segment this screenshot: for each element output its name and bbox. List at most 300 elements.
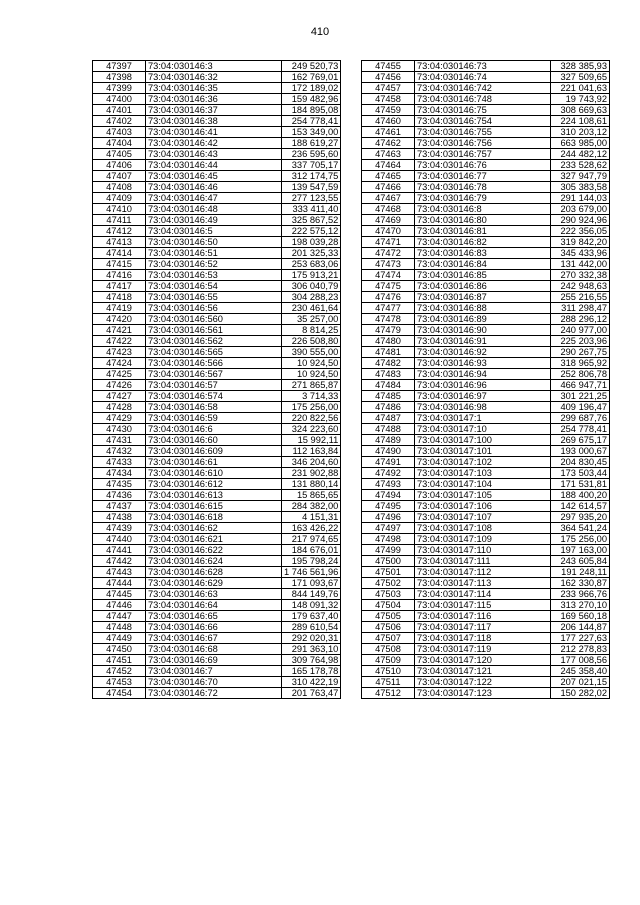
value-cell: 844 149,76 bbox=[282, 589, 341, 600]
value-cell: 305 383,58 bbox=[551, 182, 610, 193]
row-number-cell: 47448 bbox=[93, 622, 146, 633]
cadastral-number-cell: 73:04:030146:574 bbox=[146, 391, 282, 402]
cadastral-number-cell: 73:04:030146:74 bbox=[415, 72, 551, 83]
table-row bbox=[93, 347, 341, 358]
cadastral-number-cell: 73:04:030146:562 bbox=[146, 336, 282, 347]
row-number-cell: 47499 bbox=[362, 545, 415, 556]
row-number-cell: 47470 bbox=[362, 226, 415, 237]
table-row bbox=[93, 655, 341, 666]
table-row bbox=[93, 182, 341, 193]
row-number-cell: 47415 bbox=[93, 259, 146, 270]
cadastral-number-cell: 73:04:030146:757 bbox=[415, 149, 551, 160]
row-number-cell: 47434 bbox=[93, 468, 146, 479]
table-row bbox=[93, 512, 341, 523]
row-number-cell: 47504 bbox=[362, 600, 415, 611]
cadastral-number-cell: 73:04:030146:610 bbox=[146, 468, 282, 479]
table-row bbox=[362, 336, 610, 347]
row-number-cell: 47463 bbox=[362, 149, 415, 160]
value-cell: 284 382,00 bbox=[282, 501, 341, 512]
cadastral-number-cell: 73:04:030146:62 bbox=[146, 523, 282, 534]
cadastral-number-cell: 73:04:030147:111 bbox=[415, 556, 551, 567]
value-cell: 236 595,60 bbox=[282, 149, 341, 160]
table-row bbox=[362, 589, 610, 600]
cadastral-number-cell: 73:04:030147:101 bbox=[415, 446, 551, 457]
cadastral-number-cell: 73:04:030146:96 bbox=[415, 380, 551, 391]
cadastral-number-cell: 73:04:030146:81 bbox=[415, 226, 551, 237]
table-row bbox=[362, 347, 610, 358]
table-row bbox=[362, 435, 610, 446]
cadastral-number-cell: 73:04:030146:45 bbox=[146, 171, 282, 182]
table-row bbox=[93, 369, 341, 380]
row-number-cell: 47502 bbox=[362, 578, 415, 589]
table-row bbox=[362, 215, 610, 226]
cadastral-number-cell: 73:04:030146:560 bbox=[146, 314, 282, 325]
value-cell: 240 977,00 bbox=[551, 325, 610, 336]
row-number-cell: 47479 bbox=[362, 325, 415, 336]
row-number-cell: 47442 bbox=[93, 556, 146, 567]
row-number-cell: 47424 bbox=[93, 358, 146, 369]
cadastral-number-cell: 73:04:030146:38 bbox=[146, 116, 282, 127]
cadastral-number-cell: 73:04:030147:105 bbox=[415, 490, 551, 501]
value-cell: 148 091,32 bbox=[282, 600, 341, 611]
row-number-cell: 47487 bbox=[362, 413, 415, 424]
row-number-cell: 47500 bbox=[362, 556, 415, 567]
table-row bbox=[362, 116, 610, 127]
value-cell: 327 509,65 bbox=[551, 72, 610, 83]
table-row bbox=[362, 127, 610, 138]
right-table bbox=[361, 60, 610, 699]
row-number-cell: 47483 bbox=[362, 369, 415, 380]
table-row bbox=[93, 314, 341, 325]
value-cell: 188 619,27 bbox=[282, 138, 341, 149]
row-number-cell: 47476 bbox=[362, 292, 415, 303]
row-number-cell: 47469 bbox=[362, 215, 415, 226]
table-row bbox=[362, 171, 610, 182]
value-cell: 663 985,00 bbox=[551, 138, 610, 149]
value-cell: 15 865,65 bbox=[282, 490, 341, 501]
value-cell: 308 669,63 bbox=[551, 105, 610, 116]
table-row bbox=[362, 149, 610, 160]
value-cell: 297 935,20 bbox=[551, 512, 610, 523]
cadastral-number-cell: 73:04:030146:61 bbox=[146, 457, 282, 468]
cadastral-number-cell: 73:04:030147:100 bbox=[415, 435, 551, 446]
cadastral-number-cell: 73:04:030146:44 bbox=[146, 160, 282, 171]
row-number-cell: 47494 bbox=[362, 490, 415, 501]
table-row bbox=[362, 578, 610, 589]
table-row bbox=[362, 545, 610, 556]
cadastral-number-cell: 73:04:030146:46 bbox=[146, 182, 282, 193]
value-cell: 271 865,87 bbox=[282, 380, 341, 391]
table-row bbox=[362, 523, 610, 534]
value-cell: 304 288,23 bbox=[282, 292, 341, 303]
row-number-cell: 47511 bbox=[362, 677, 415, 688]
cadastral-number-cell: 73:04:030147:1 bbox=[415, 413, 551, 424]
cadastral-number-cell: 73:04:030146:66 bbox=[146, 622, 282, 633]
row-number-cell: 47397 bbox=[93, 61, 146, 72]
row-number-cell: 47492 bbox=[362, 468, 415, 479]
table-row bbox=[362, 226, 610, 237]
row-number-cell: 47407 bbox=[93, 171, 146, 182]
value-cell: 175 913,21 bbox=[282, 270, 341, 281]
value-cell: 233 528,62 bbox=[551, 160, 610, 171]
left-table bbox=[92, 60, 341, 699]
cadastral-number-cell: 73:04:030147:122 bbox=[415, 677, 551, 688]
row-number-cell: 47420 bbox=[93, 314, 146, 325]
cadastral-number-cell: 73:04:030147:123 bbox=[415, 688, 551, 699]
table-row bbox=[93, 292, 341, 303]
row-number-cell: 47453 bbox=[93, 677, 146, 688]
value-cell: 188 400,20 bbox=[551, 490, 610, 501]
table-row bbox=[93, 600, 341, 611]
cadastral-number-cell: 73:04:030146:8 bbox=[415, 204, 551, 215]
row-number-cell: 47508 bbox=[362, 644, 415, 655]
cadastral-number-cell: 73:04:030146:98 bbox=[415, 402, 551, 413]
value-cell: 291 363,10 bbox=[282, 644, 341, 655]
cadastral-number-cell: 73:04:030146:42 bbox=[146, 138, 282, 149]
value-cell: 131 880,14 bbox=[282, 479, 341, 490]
value-cell: 292 020,31 bbox=[282, 633, 341, 644]
cadastral-number-cell: 73:04:030146:754 bbox=[415, 116, 551, 127]
value-cell: 172 189,02 bbox=[282, 83, 341, 94]
row-number-cell: 47445 bbox=[93, 589, 146, 600]
cadastral-number-cell: 73:04:030146:67 bbox=[146, 633, 282, 644]
cadastral-number-cell: 73:04:030147:118 bbox=[415, 633, 551, 644]
cadastral-number-cell: 73:04:030146:56 bbox=[146, 303, 282, 314]
value-cell: 171 531,81 bbox=[551, 479, 610, 490]
value-cell: 169 560,18 bbox=[551, 611, 610, 622]
table-row bbox=[362, 380, 610, 391]
value-cell: 270 332,38 bbox=[551, 270, 610, 281]
value-cell: 225 203,96 bbox=[551, 336, 610, 347]
table-row bbox=[93, 336, 341, 347]
table-row bbox=[362, 688, 610, 699]
cadastral-number-cell: 73:04:030146:36 bbox=[146, 94, 282, 105]
cadastral-number-cell: 73:04:030146:93 bbox=[415, 358, 551, 369]
row-number-cell: 47441 bbox=[93, 545, 146, 556]
table-row bbox=[93, 138, 341, 149]
cadastral-number-cell: 73:04:030147:104 bbox=[415, 479, 551, 490]
row-number-cell: 47510 bbox=[362, 666, 415, 677]
value-cell: 390 555,00 bbox=[282, 347, 341, 358]
row-number-cell: 47496 bbox=[362, 512, 415, 523]
row-number-cell: 47429 bbox=[93, 413, 146, 424]
cadastral-number-cell: 73:04:030146:622 bbox=[146, 545, 282, 556]
table-row bbox=[93, 160, 341, 171]
cadastral-number-cell: 73:04:030147:110 bbox=[415, 545, 551, 556]
value-cell: 197 163,00 bbox=[551, 545, 610, 556]
value-cell: 310 422,19 bbox=[282, 677, 341, 688]
cadastral-number-cell: 73:04:030147:10 bbox=[415, 424, 551, 435]
table-row bbox=[362, 556, 610, 567]
cadastral-number-cell: 73:04:030146:54 bbox=[146, 281, 282, 292]
cadastral-number-cell: 73:04:030146:59 bbox=[146, 413, 282, 424]
cadastral-number-cell: 73:04:030147:114 bbox=[415, 589, 551, 600]
value-cell: 290 924,96 bbox=[551, 215, 610, 226]
table-row bbox=[362, 402, 610, 413]
cadastral-number-cell: 73:04:030146:79 bbox=[415, 193, 551, 204]
value-cell: 150 282,02 bbox=[551, 688, 610, 699]
value-cell: 131 442,00 bbox=[551, 259, 610, 270]
table-row bbox=[362, 270, 610, 281]
cadastral-number-cell: 73:04:030147:120 bbox=[415, 655, 551, 666]
cadastral-number-cell: 73:04:030146:87 bbox=[415, 292, 551, 303]
cadastral-number-cell: 73:04:030146:32 bbox=[146, 72, 282, 83]
cadastral-number-cell: 73:04:030146:86 bbox=[415, 281, 551, 292]
cadastral-number-cell: 73:04:030146:567 bbox=[146, 369, 282, 380]
table-row bbox=[362, 600, 610, 611]
value-cell: 184 676,01 bbox=[282, 545, 341, 556]
row-number-cell: 47462 bbox=[362, 138, 415, 149]
table-row bbox=[93, 270, 341, 281]
table-row bbox=[93, 688, 341, 699]
table-row bbox=[93, 490, 341, 501]
row-number-cell: 47457 bbox=[362, 83, 415, 94]
row-number-cell: 47413 bbox=[93, 237, 146, 248]
cadastral-number-cell: 73:04:030146:41 bbox=[146, 127, 282, 138]
row-number-cell: 47417 bbox=[93, 281, 146, 292]
value-cell: 222 356,05 bbox=[551, 226, 610, 237]
row-number-cell: 47399 bbox=[93, 83, 146, 94]
table-row bbox=[93, 479, 341, 490]
value-cell: 191 248,11 bbox=[551, 567, 610, 578]
row-number-cell: 47410 bbox=[93, 204, 146, 215]
cadastral-number-cell: 73:04:030146:49 bbox=[146, 215, 282, 226]
cadastral-number-cell: 73:04:030146:58 bbox=[146, 402, 282, 413]
table-row bbox=[362, 292, 610, 303]
value-cell: 327 947,79 bbox=[551, 171, 610, 182]
row-number-cell: 47444 bbox=[93, 578, 146, 589]
cadastral-number-cell: 73:04:030146:756 bbox=[415, 138, 551, 149]
cadastral-number-cell: 73:04:030146:84 bbox=[415, 259, 551, 270]
table-row bbox=[93, 204, 341, 215]
cadastral-number-cell: 73:04:030146:94 bbox=[415, 369, 551, 380]
row-number-cell: 47485 bbox=[362, 391, 415, 402]
value-cell: 193 000,67 bbox=[551, 446, 610, 457]
cadastral-number-cell: 73:04:030146:89 bbox=[415, 314, 551, 325]
cadastral-number-cell: 73:04:030146:565 bbox=[146, 347, 282, 358]
cadastral-number-cell: 73:04:030146:76 bbox=[415, 160, 551, 171]
row-number-cell: 47493 bbox=[362, 479, 415, 490]
row-number-cell: 47405 bbox=[93, 149, 146, 160]
row-number-cell: 47419 bbox=[93, 303, 146, 314]
value-cell: 222 575,12 bbox=[282, 226, 341, 237]
table-row bbox=[362, 94, 610, 105]
row-number-cell: 47507 bbox=[362, 633, 415, 644]
cadastral-number-cell: 73:04:030146:55 bbox=[146, 292, 282, 303]
cadastral-number-cell: 73:04:030147:119 bbox=[415, 644, 551, 655]
value-cell: 175 256,00 bbox=[551, 534, 610, 545]
cadastral-number-cell: 73:04:030146:53 bbox=[146, 270, 282, 281]
value-cell: 206 144,87 bbox=[551, 622, 610, 633]
value-cell: 252 806,78 bbox=[551, 369, 610, 380]
table-row bbox=[93, 578, 341, 589]
row-number-cell: 47458 bbox=[362, 94, 415, 105]
row-number-cell: 47481 bbox=[362, 347, 415, 358]
table-row bbox=[93, 468, 341, 479]
value-cell: 328 385,93 bbox=[551, 61, 610, 72]
row-number-cell: 47465 bbox=[362, 171, 415, 182]
cadastral-number-cell: 73:04:030146:63 bbox=[146, 589, 282, 600]
value-cell: 255 216,55 bbox=[551, 292, 610, 303]
value-cell: 184 895,08 bbox=[282, 105, 341, 116]
cadastral-number-cell: 73:04:030146:50 bbox=[146, 237, 282, 248]
row-number-cell: 47455 bbox=[362, 61, 415, 72]
row-number-cell: 47408 bbox=[93, 182, 146, 193]
row-number-cell: 47497 bbox=[362, 523, 415, 534]
cadastral-number-cell: 73:04:030146:52 bbox=[146, 259, 282, 270]
table-row bbox=[362, 281, 610, 292]
row-number-cell: 47477 bbox=[362, 303, 415, 314]
value-cell: 244 482,12 bbox=[551, 149, 610, 160]
row-number-cell: 47403 bbox=[93, 127, 146, 138]
row-number-cell: 47412 bbox=[93, 226, 146, 237]
cadastral-number-cell: 73:04:030147:121 bbox=[415, 666, 551, 677]
table-row bbox=[93, 457, 341, 468]
row-number-cell: 47471 bbox=[362, 237, 415, 248]
value-cell: 324 223,60 bbox=[282, 424, 341, 435]
table-row bbox=[93, 446, 341, 457]
row-number-cell: 47474 bbox=[362, 270, 415, 281]
table-row bbox=[362, 622, 610, 633]
table-row bbox=[93, 193, 341, 204]
value-cell: 201 325,33 bbox=[282, 248, 341, 259]
row-number-cell: 47401 bbox=[93, 105, 146, 116]
row-number-cell: 47472 bbox=[362, 248, 415, 259]
table-row bbox=[93, 402, 341, 413]
cadastral-number-cell: 73:04:030146:621 bbox=[146, 534, 282, 545]
value-cell: 333 411,40 bbox=[282, 204, 341, 215]
table-row bbox=[362, 633, 610, 644]
row-number-cell: 47437 bbox=[93, 501, 146, 512]
table-row bbox=[362, 182, 610, 193]
value-cell: 212 278,83 bbox=[551, 644, 610, 655]
table-row bbox=[93, 72, 341, 83]
table-row bbox=[362, 490, 610, 501]
row-number-cell: 47425 bbox=[93, 369, 146, 380]
value-cell: 177 008,56 bbox=[551, 655, 610, 666]
cadastral-number-cell: 73:04:030146:97 bbox=[415, 391, 551, 402]
value-cell: 318 965,92 bbox=[551, 358, 610, 369]
row-number-cell: 47427 bbox=[93, 391, 146, 402]
cadastral-number-cell: 73:04:030147:116 bbox=[415, 611, 551, 622]
value-cell: 289 610,54 bbox=[282, 622, 341, 633]
cadastral-number-cell: 73:04:030146:85 bbox=[415, 270, 551, 281]
value-cell: 254 778,41 bbox=[282, 116, 341, 127]
row-number-cell: 47498 bbox=[362, 534, 415, 545]
row-number-cell: 47438 bbox=[93, 512, 146, 523]
value-cell: 306 040,79 bbox=[282, 281, 341, 292]
row-number-cell: 47416 bbox=[93, 270, 146, 281]
cadastral-number-cell: 73:04:030146:90 bbox=[415, 325, 551, 336]
table-row bbox=[362, 644, 610, 655]
value-cell: 301 221,25 bbox=[551, 391, 610, 402]
row-number-cell: 47490 bbox=[362, 446, 415, 457]
row-number-cell: 47404 bbox=[93, 138, 146, 149]
row-number-cell: 47400 bbox=[93, 94, 146, 105]
row-number-cell: 47411 bbox=[93, 215, 146, 226]
cadastral-number-cell: 73:04:030147:106 bbox=[415, 501, 551, 512]
row-number-cell: 47431 bbox=[93, 435, 146, 446]
value-cell: 177 227,63 bbox=[551, 633, 610, 644]
table-row bbox=[362, 424, 610, 435]
cadastral-number-cell: 73:04:030147:108 bbox=[415, 523, 551, 534]
table-row bbox=[93, 380, 341, 391]
row-number-cell: 47414 bbox=[93, 248, 146, 259]
value-cell: 10 924,50 bbox=[282, 358, 341, 369]
value-cell: 165 178,78 bbox=[282, 666, 341, 677]
table-row bbox=[362, 72, 610, 83]
table-row bbox=[93, 105, 341, 116]
cadastral-number-cell: 73:04:030146:75 bbox=[415, 105, 551, 116]
table-row bbox=[362, 204, 610, 215]
row-number-cell: 47489 bbox=[362, 435, 415, 446]
value-cell: 291 144,03 bbox=[551, 193, 610, 204]
cadastral-number-cell: 73:04:030147:109 bbox=[415, 534, 551, 545]
value-cell: 226 508,80 bbox=[282, 336, 341, 347]
row-number-cell: 47436 bbox=[93, 490, 146, 501]
table-row bbox=[362, 237, 610, 248]
table-row bbox=[362, 479, 610, 490]
row-number-cell: 47486 bbox=[362, 402, 415, 413]
cadastral-number-cell: 73:04:030146:742 bbox=[415, 83, 551, 94]
cadastral-number-cell: 73:04:030146:618 bbox=[146, 512, 282, 523]
table-row bbox=[93, 61, 341, 72]
row-number-cell: 47495 bbox=[362, 501, 415, 512]
table-row bbox=[93, 523, 341, 534]
table-row bbox=[93, 435, 341, 446]
value-cell: 231 902,88 bbox=[282, 468, 341, 479]
cadastral-number-cell: 73:04:030146:88 bbox=[415, 303, 551, 314]
cadastral-number-cell: 73:04:030146:47 bbox=[146, 193, 282, 204]
value-cell: 290 267,75 bbox=[551, 347, 610, 358]
row-number-cell: 47506 bbox=[362, 622, 415, 633]
value-cell: 230 461,64 bbox=[282, 303, 341, 314]
value-cell: 159 482,96 bbox=[282, 94, 341, 105]
value-cell: 254 778,41 bbox=[551, 424, 610, 435]
table-row bbox=[93, 666, 341, 677]
table-row bbox=[93, 215, 341, 226]
table-row bbox=[93, 644, 341, 655]
table-row bbox=[93, 391, 341, 402]
value-cell: 10 924,50 bbox=[282, 369, 341, 380]
cadastral-number-cell: 73:04:030146:566 bbox=[146, 358, 282, 369]
value-cell: 325 867,52 bbox=[282, 215, 341, 226]
value-cell: 409 196,47 bbox=[551, 402, 610, 413]
row-number-cell: 47402 bbox=[93, 116, 146, 127]
value-cell: 15 992,11 bbox=[282, 435, 341, 446]
row-number-cell: 47456 bbox=[362, 72, 415, 83]
cadastral-number-cell: 73:04:030146:3 bbox=[146, 61, 282, 72]
table-row bbox=[93, 259, 341, 270]
cadastral-number-cell: 73:04:030146:77 bbox=[415, 171, 551, 182]
cadastral-number-cell: 73:04:030146:613 bbox=[146, 490, 282, 501]
row-number-cell: 47460 bbox=[362, 116, 415, 127]
value-cell: 204 830,45 bbox=[551, 457, 610, 468]
cadastral-number-cell: 73:04:030146:68 bbox=[146, 644, 282, 655]
table-row bbox=[93, 589, 341, 600]
cadastral-number-cell: 73:04:030146:64 bbox=[146, 600, 282, 611]
cadastral-number-cell: 73:04:030146:748 bbox=[415, 94, 551, 105]
table-row bbox=[362, 534, 610, 545]
row-number-cell: 47467 bbox=[362, 193, 415, 204]
value-cell: 243 605,84 bbox=[551, 556, 610, 567]
value-cell: 310 203,12 bbox=[551, 127, 610, 138]
row-number-cell: 47447 bbox=[93, 611, 146, 622]
value-cell: 139 547,59 bbox=[282, 182, 341, 193]
table-row bbox=[362, 138, 610, 149]
table-row bbox=[93, 83, 341, 94]
table-row bbox=[93, 622, 341, 633]
